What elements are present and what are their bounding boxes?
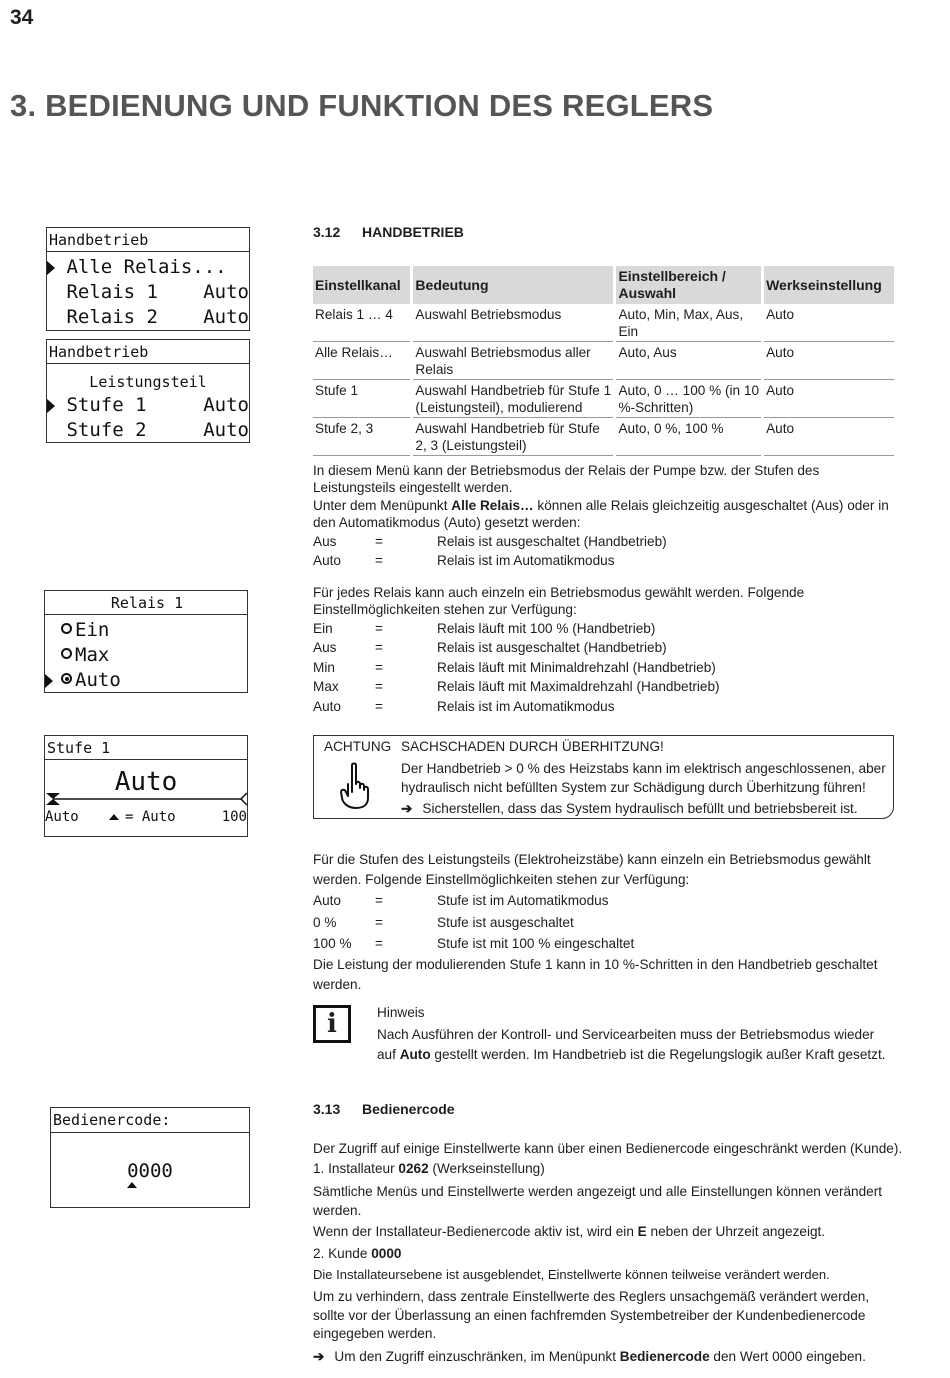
lcd-slider — [45, 792, 248, 806]
arrow-right-icon: ➔ — [313, 1349, 325, 1364]
lcd-min-label: Auto — [45, 809, 79, 825]
lcd-subtitle: Leistungsteil — [89, 373, 207, 391]
lcd-value: Auto — [114, 767, 178, 797]
table-cell: Auto, Min, Max, Aus, Ein — [615, 304, 763, 342]
lcd-bedienercode — [50, 1107, 250, 1208]
list-item: Auto = Relais ist im Automatikmodus — [313, 553, 615, 569]
lcd-row-stufe-2: Stufe 2 Auto — [55, 419, 249, 441]
radio-checked-icon — [61, 673, 72, 684]
table-cell: Auto, 0 %, 100 % — [615, 418, 763, 456]
paragraph: Unter dem Menüpunkt Alle Relais… können alle Relais gleichzeitig ausgeschaltet (Aus) oder in den Automatikmodus (Auto) gesetzt werden: — [313, 498, 889, 530]
lcd-code-value: 0000 — [127, 1160, 173, 1182]
cursor-arrow-icon — [127, 1182, 137, 1188]
paragraph: Um zu verhindern, dass zentrale Einstellwerte des Reglers unsachgemäß verändert werden, sollte vor der Überlassung an einen fachfremden Systembetreiber der Kundenbedienercode eingegeben werden. — [313, 1289, 870, 1341]
lcd-row-alle-relais: Alle Relais... — [47, 256, 227, 278]
table-cell: Auswahl Handbetrieb für Stufe 2, 3 (Leistungsteil) — [412, 418, 615, 456]
lcd-title: Handbetrieb — [47, 228, 249, 252]
list-item: Max = Relais läuft mit Maximaldrehzahl (Handbetrieb) — [313, 679, 720, 695]
table-header: Einstellkanal — [313, 266, 412, 304]
list-item: 0 % = Stufe ist ausgeschaltet — [313, 914, 574, 930]
lcd-row-relais-2: Relais 2 Auto — [55, 306, 249, 328]
warning-title: SACHSCHADEN DURCH ÜBERHITZUNG! — [401, 739, 664, 754]
lcd-row-relais-1: Relais 1 Auto — [55, 281, 249, 303]
table-cell: Auto — [763, 304, 896, 342]
lcd-option-auto: Auto — [45, 669, 121, 691]
table-cell: Auswahl Handbetrieb für Stufe 1 (Leistungsteil), modulierend — [412, 380, 615, 418]
table-cell: Auswahl Betriebsmodus aller Relais — [412, 342, 615, 380]
table-header: Werkseinstellung — [763, 266, 896, 304]
table-cell: Stufe 2, 3 — [313, 418, 412, 456]
definition-list — [313, 532, 667, 571]
definition-list — [313, 619, 720, 716]
table-cell: Auto, 0 … 100 % (in 10 %-Schritten) — [615, 380, 763, 418]
list-item: 1. Installateur 0262 (Werkseinstellung) — [313, 1161, 545, 1176]
table-cell: Auto, Aus — [615, 342, 763, 380]
lcd-handbetrieb-leistungsteil — [46, 339, 250, 443]
table-cell: Auto — [763, 418, 896, 456]
table-cell: Alle Relais… — [313, 342, 412, 380]
lcd-hint: = Auto — [109, 806, 176, 828]
table-cell: Relais 1 … 4 — [313, 304, 412, 342]
list-item: 2. Kunde 0000 — [313, 1246, 402, 1261]
list-item: Auto = Stufe ist im Automatikmodus — [313, 893, 609, 908]
paragraph: Die Installateursebene ist ausgeblendet, Einstellwerte können teilweise verändert werden. — [313, 1267, 830, 1282]
selection-arrow-icon — [47, 399, 55, 413]
list-item: Aus = Relais ist ausgeschaltet (Handbetrieb) — [313, 640, 667, 656]
lcd-title: Relais 1 — [45, 591, 247, 615]
table-cell: Auswahl Betriebsmodus — [412, 304, 615, 342]
definition-list — [313, 890, 634, 955]
table-row — [313, 304, 896, 342]
list-item: 100 % = Stufe ist mit 100 % eingeschaltet — [313, 936, 635, 951]
list-item: Aus = Relais ist ausgeschaltet (Handbetrieb) — [313, 534, 667, 549]
selection-arrow-icon — [47, 261, 55, 275]
list-item: Min = Relais läuft mit Minimaldrehzahl (Handbetrieb) — [313, 659, 716, 675]
note-text: Nach Ausführen der Kontroll- und Servicearbeiten muss der Betriebsmodus wieder auf Auto gestellt werden. Im Handbetrieb ist die Regelungslogik außer Kraft gesetzt. — [377, 1027, 886, 1062]
lcd-max-label: 100 — [221, 809, 247, 825]
info-icon: i — [313, 1005, 351, 1043]
table-row — [313, 380, 896, 418]
chapter-title: 3. BEDIENUNG UND FUNKTION DES REGLERS — [10, 88, 714, 123]
lcd-row-stufe-1: Stufe 1 Auto — [47, 394, 249, 416]
table-cell: Auto — [763, 342, 896, 380]
warning-box — [313, 735, 894, 819]
warning-text: Der Handbetrieb > 0 % des Heizstabs kann im elektrisch angeschlossenen, aber hydraulisch nicht befüllten System zur Schädigung durch Überhitzung führen! — [401, 761, 886, 795]
radio-empty-icon — [61, 623, 72, 634]
section-heading-3-12: 3.12 HANDBETRIEB — [313, 224, 464, 240]
lcd-title: Bedienercode: — [51, 1108, 249, 1133]
table-row — [313, 418, 896, 456]
list-item: Auto = Relais ist im Automatikmodus — [313, 698, 615, 714]
paragraph: Sämtliche Menüs und Einstellwerte werden angezeigt und alle Einstellungen können verändert werden. — [313, 1184, 883, 1218]
paragraph: Die Leistung der modulierenden Stufe 1 kann in 10 %-Schritten in den Handbetrieb geschaltet werden. — [313, 957, 878, 992]
lcd-title: Handbetrieb — [47, 340, 249, 364]
up-arrow-icon — [109, 814, 119, 820]
lcd-handbetrieb-relais — [46, 227, 250, 331]
paragraph: In diesem Menü kann der Betriebsmodus der Relais der Pumpe bzw. der Stufen des Leistungsteils eingestellt werden. — [313, 463, 820, 495]
selection-arrow-icon — [45, 674, 53, 688]
pointing-hand-icon — [338, 762, 372, 810]
warning-action: ➔ Sicherstellen, dass das System hydraulisch befüllt und betriebsbereit ist. — [401, 801, 858, 816]
lcd-relais-1 — [44, 590, 248, 693]
paragraph: Wenn der Installateur-Bedienercode aktiv ist, wird ein E neben der Uhrzeit angezeigt. — [313, 1224, 826, 1239]
radio-empty-icon — [61, 648, 72, 659]
warning-label: ACHTUNG — [324, 739, 392, 754]
action-item: ➔ Um den Zugriff einzuschränken, im Menüpunkt Bedienercode den Wert 0000 eingeben. — [313, 1349, 866, 1364]
list-item: Ein = Relais läuft mit 100 % (Handbetrieb) — [313, 621, 656, 636]
paragraph: Der Zugriff auf einige Einstellwerte kann über einen Bedienercode eingeschränkt werden (Kunde). — [313, 1141, 903, 1156]
table-header-row — [313, 266, 896, 304]
lcd-stufe-1 — [44, 735, 248, 837]
paragraph: Für die Stufen des Leistungsteils (Elektroheizstäbe) kann einzeln ein Betriebsmodus gewählt werden. Folgende Einstellmöglichkeiten stehen zur Verfügung: — [313, 852, 871, 887]
table-header: Bedeutung — [412, 266, 615, 304]
section-heading-3-13: 3.13 Bedienercode — [313, 1101, 455, 1117]
arrow-right-icon: ➔ — [401, 801, 413, 816]
table-cell: Stufe 1 — [313, 380, 412, 418]
table-cell: Auto — [763, 380, 896, 418]
table-row — [313, 342, 896, 380]
lcd-option-ein: Ein — [61, 619, 109, 641]
note-title: Hinweis — [377, 1005, 425, 1020]
lcd-title: Stufe 1 — [45, 736, 247, 760]
settings-table — [313, 266, 897, 456]
lcd-option-max: Max — [61, 644, 109, 666]
paragraph: Für jedes Relais kann auch einzeln ein Betriebsmodus gewählt werden. Folgende Einstellmöglichkeiten stehen zur Verfügung: — [313, 585, 805, 617]
table-header: Einstellbereich / Auswahl — [615, 266, 763, 304]
page-number: 34 — [10, 6, 34, 29]
